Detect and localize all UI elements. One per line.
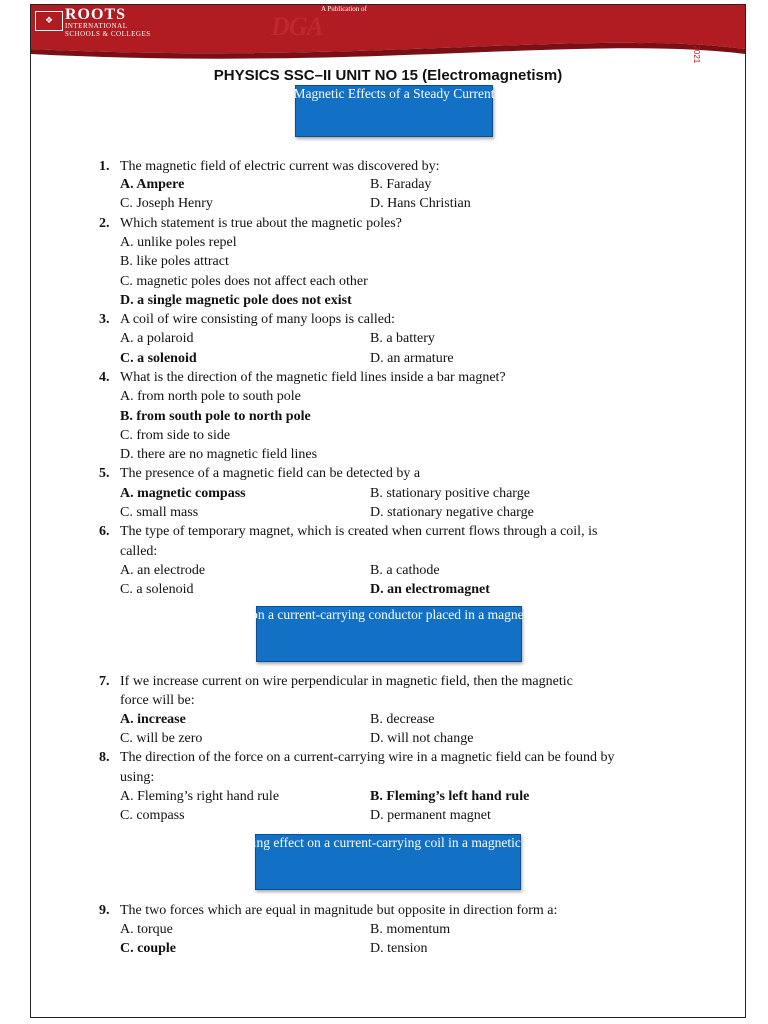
answer-option: A. magnetic compass bbox=[120, 486, 246, 501]
question-text: If we increase current on wire perpendicular in magnetic field, then the magnetic bbox=[120, 674, 573, 689]
question-number: 4. bbox=[99, 370, 110, 385]
answer-option: A. a polaroid bbox=[120, 331, 194, 346]
answer-option: C. couple bbox=[120, 941, 176, 956]
section-heading-text: Turning effect on a current-carrying coil in a magnetic field bbox=[226, 835, 549, 850]
answer-option: A. Fleming’s right hand rule bbox=[120, 789, 280, 804]
answer-option: D. tension bbox=[370, 941, 428, 956]
answer-option: C. compass bbox=[120, 808, 185, 823]
roots-emblem-icon: ❖ bbox=[35, 11, 63, 31]
section-heading-box bbox=[217, 606, 566, 662]
question-number: 7. bbox=[99, 674, 110, 689]
answer-option: B. momentum bbox=[370, 922, 451, 937]
answer-option: B. decrease bbox=[370, 712, 435, 727]
answer-option: C. a solenoid bbox=[120, 582, 194, 597]
question-number: 3. bbox=[99, 312, 110, 327]
answer-option: B. a cathode bbox=[370, 563, 440, 578]
answer-option: B. Faraday bbox=[370, 177, 432, 192]
document-page bbox=[30, 4, 746, 1018]
header-banner bbox=[31, 5, 745, 63]
answer-option: A. increase bbox=[120, 712, 186, 727]
answer-option: D. a single magnetic pole does not exist bbox=[120, 293, 352, 308]
answer-option: D. permanent magnet bbox=[370, 808, 491, 823]
question-text: The type of temporary magnet, which is created when current flows through a coil, is bbox=[120, 524, 598, 539]
answer-option: C. magnetic poles does not affect each other bbox=[120, 274, 368, 289]
question-text: The two forces which are equal in magnitude but opposite in direction form a: bbox=[120, 903, 558, 918]
section-heading-text: Force on a current-carrying conductor placed in a magnetic field bbox=[217, 607, 566, 622]
question-number: 9. bbox=[99, 903, 110, 918]
question-text-continued: force will be: bbox=[120, 693, 195, 708]
answer-option: D. an armature bbox=[370, 351, 454, 366]
answer-option: A. torque bbox=[120, 922, 173, 937]
answer-option: B. from south pole to north pole bbox=[120, 409, 311, 424]
question-text: The magnetic field of electric current was discovered by: bbox=[120, 159, 440, 174]
question-text: A coil of wire consisting of many loops is called: bbox=[120, 312, 395, 327]
question-text: Which statement is true about the magnetic poles? bbox=[120, 216, 402, 231]
answer-option: D. Hans Christian bbox=[370, 196, 471, 211]
answer-option: D. stationary negative charge bbox=[370, 505, 534, 520]
answer-option: B. like poles attract bbox=[120, 254, 229, 269]
page-title: PHYSICS SSC–II UNIT NO 15 (Electromagnetism) bbox=[213, 67, 563, 84]
question-text: The presence of a magnetic field can be detected by a bbox=[120, 466, 421, 481]
answer-option: D. will not change bbox=[370, 731, 474, 746]
question-text: What is the direction of the magnetic field lines inside a bar magnet? bbox=[120, 370, 506, 385]
answer-option: D. there are no magnetic field lines bbox=[120, 447, 318, 462]
answer-option: C. Joseph Henry bbox=[120, 196, 213, 211]
publication-text: A Publication of bbox=[321, 5, 367, 13]
answer-option: A. from north pole to south pole bbox=[120, 389, 301, 404]
answer-option: A. Ampere bbox=[120, 177, 185, 192]
question-number: 8. bbox=[99, 750, 110, 765]
answer-option: C. will be zero bbox=[120, 731, 203, 746]
section-heading-text: Magnetic Effects of a Steady Current bbox=[293, 86, 495, 101]
answer-option: B. Fleming’s left hand rule bbox=[370, 789, 530, 804]
answer-option: C. a solenoid bbox=[120, 351, 197, 366]
question-number: 1. bbox=[99, 159, 110, 174]
question-number: 5. bbox=[99, 466, 110, 481]
dga-logo: DGA bbox=[271, 12, 323, 41]
roots-logo: ROOTS INTERNATIONAL SCHOOLS & COLLEGES bbox=[65, 6, 151, 38]
question-text-continued: called: bbox=[120, 544, 158, 559]
answer-option: C. small mass bbox=[120, 505, 199, 520]
anniversary-badge: 33 bbox=[635, 7, 675, 52]
question-number: 6. bbox=[99, 524, 110, 539]
question-text-continued: using: bbox=[120, 770, 155, 785]
answer-option: B. stationary positive charge bbox=[370, 486, 530, 501]
section-heading-box bbox=[226, 834, 549, 890]
answer-option: C. from side to side bbox=[120, 428, 231, 443]
question-text: The direction of the force on a current-carrying wire in a magnetic field can be found by bbox=[120, 750, 615, 765]
answer-option: B. a battery bbox=[370, 331, 435, 346]
answer-option: A. an electrode bbox=[120, 563, 206, 578]
anniversary-years: 1988-2021 bbox=[692, 25, 701, 64]
answer-option: A. unlike poles repel bbox=[120, 235, 237, 250]
question-number: 2. bbox=[99, 216, 110, 231]
answer-option: D. an electromagnet bbox=[370, 582, 490, 597]
section-heading-box bbox=[295, 85, 493, 137]
